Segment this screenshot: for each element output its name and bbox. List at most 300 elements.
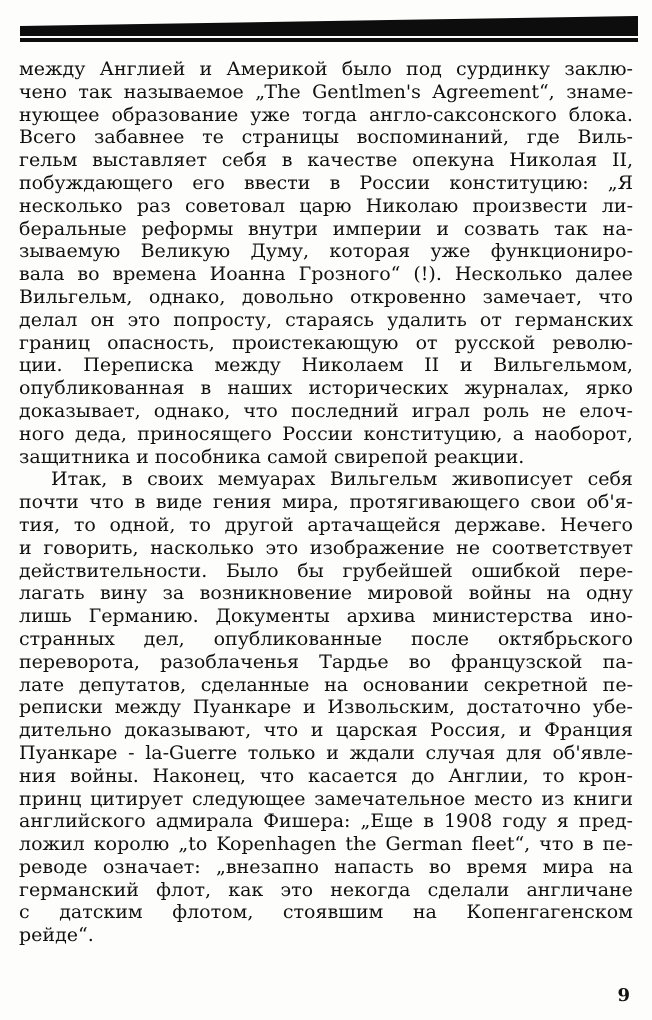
word: la-Guerre — [145, 741, 238, 764]
word: флотом, — [172, 901, 254, 924]
word: Англии, — [448, 764, 529, 787]
text-line — [19, 104, 633, 127]
word: я — [556, 810, 569, 833]
word: году — [502, 810, 547, 833]
word: в — [134, 491, 146, 514]
word: - — [128, 741, 135, 764]
word: гельм — [19, 149, 78, 172]
word: Тардье — [319, 650, 389, 673]
word: Копенгагенском — [466, 901, 633, 924]
top-decorative-rule — [20, 16, 638, 42]
text-line — [19, 560, 633, 583]
word: так — [78, 80, 113, 103]
word: Kopenhagen — [216, 833, 337, 856]
text-line — [19, 788, 633, 811]
word: Америкой — [226, 58, 328, 80]
word: гения — [212, 491, 272, 514]
word: России — [359, 171, 431, 194]
word: пе- — [602, 673, 633, 696]
word: во — [408, 650, 431, 673]
word: ввести — [243, 171, 311, 194]
word: и — [459, 354, 473, 377]
text-line — [19, 856, 633, 879]
word: между — [214, 354, 281, 377]
word: Нечего — [559, 513, 633, 536]
word: флот, — [156, 878, 212, 901]
word: проистекающую — [231, 331, 399, 354]
word: так — [554, 217, 588, 240]
word: произвести — [472, 194, 588, 217]
word: а — [512, 422, 525, 445]
word: созвать — [463, 217, 540, 240]
text-line — [19, 218, 633, 241]
word: между — [19, 58, 86, 80]
word: „Я — [607, 171, 633, 194]
word: насколько — [150, 536, 254, 559]
word: под — [406, 58, 442, 80]
text-line — [19, 901, 633, 924]
word: Виль- — [577, 126, 633, 149]
text-line — [19, 537, 633, 560]
word: с — [19, 901, 30, 924]
word: говорить, — [43, 536, 139, 559]
word: ния — [19, 764, 57, 787]
paragraph — [19, 468, 633, 947]
word: зываемую — [19, 240, 121, 263]
word: это — [265, 536, 299, 559]
text-line — [19, 696, 633, 719]
word: „внезапно — [216, 855, 319, 878]
text-line — [19, 377, 633, 400]
text-line — [19, 354, 633, 377]
word: соответствует — [491, 536, 633, 559]
word: знаме- — [566, 80, 633, 103]
word: где — [526, 126, 560, 149]
word: империи — [332, 217, 422, 240]
word: после — [410, 627, 470, 650]
word: что — [243, 399, 278, 422]
text-line — [19, 240, 633, 263]
word: страницы — [241, 126, 339, 149]
word: исторических — [308, 377, 449, 400]
text-line: защитника и пособника самой свирепой реакции. — [19, 445, 525, 468]
text-line — [19, 651, 633, 674]
word: опасность, — [107, 331, 215, 354]
word: конституцию: — [449, 171, 589, 194]
word: на — [324, 673, 349, 696]
word: стараясь — [285, 308, 375, 331]
word: другой — [224, 513, 294, 536]
word: не — [542, 399, 567, 422]
word: мира, — [281, 491, 339, 514]
word: наших — [227, 377, 293, 400]
word: Великую — [140, 240, 231, 263]
text-line — [19, 263, 633, 286]
word: и — [302, 696, 316, 719]
word: Несколько — [454, 263, 563, 286]
word: живописует — [451, 468, 574, 491]
top-rule-bar — [20, 16, 638, 42]
word: и — [326, 741, 339, 764]
word: Англией — [99, 58, 186, 80]
word: границ — [19, 331, 90, 354]
word: роль — [483, 399, 530, 422]
word: войны. — [70, 764, 139, 787]
word: и — [518, 719, 532, 742]
word: журналах, — [464, 377, 570, 400]
text-line — [19, 172, 633, 195]
word: в — [121, 468, 133, 491]
text-line — [19, 81, 633, 104]
word: об'явле- — [552, 741, 633, 764]
word: уже — [430, 240, 471, 263]
word: Вильгельмом, — [493, 354, 633, 377]
word: разоблаченья — [160, 650, 300, 673]
word: англо-саксонского — [368, 103, 557, 126]
word: дел, — [143, 627, 185, 650]
word: что — [89, 491, 124, 514]
word: переворота, — [19, 650, 140, 673]
word: уже — [250, 103, 291, 126]
word: от — [415, 331, 438, 354]
text-line — [19, 810, 633, 833]
word: ошибкой — [471, 559, 561, 582]
text-line — [19, 58, 633, 81]
word: пред- — [578, 810, 633, 833]
text-line — [19, 309, 633, 332]
word: в — [329, 171, 341, 194]
word: об'я- — [586, 491, 633, 514]
word: и — [310, 719, 324, 742]
word: из — [541, 787, 565, 810]
word: образование — [111, 103, 239, 126]
word: времена — [112, 263, 197, 286]
word: реписки — [19, 696, 103, 719]
word: напасть — [334, 855, 414, 878]
word: было — [341, 58, 392, 80]
word: Итак, — [51, 468, 108, 491]
word: беральные — [19, 217, 127, 240]
word: в — [582, 833, 594, 856]
word: французской — [451, 650, 583, 673]
word: Всего — [19, 126, 77, 149]
text-line — [19, 400, 633, 423]
paragraph — [19, 58, 633, 468]
word: России — [282, 422, 354, 445]
word: только — [247, 741, 316, 764]
word: чено — [19, 80, 67, 103]
word: German — [385, 833, 463, 856]
word: некогда — [330, 878, 411, 901]
word: лишь — [19, 605, 72, 628]
word: октябрьского — [497, 627, 633, 650]
text-line — [19, 765, 633, 788]
word: свои — [530, 491, 576, 514]
word: Было — [225, 559, 279, 582]
word: Грозного“ — [298, 263, 401, 286]
word: деда, — [74, 422, 127, 445]
word: одну — [585, 582, 633, 605]
word: the — [345, 833, 377, 856]
text-line — [19, 126, 633, 149]
word: Думу, — [250, 240, 310, 263]
word: это — [280, 878, 314, 901]
word: называемое — [123, 80, 244, 103]
word: Agreement“, — [432, 80, 555, 103]
text-line — [19, 674, 633, 697]
word: англичане — [526, 878, 633, 901]
word: грубейшей — [342, 559, 453, 582]
word: „to — [178, 833, 208, 856]
word: секретной — [483, 673, 589, 696]
word: наоборот, — [534, 422, 633, 445]
word: сурдинку — [456, 58, 551, 80]
word: тия, — [19, 513, 61, 536]
word: державе. — [454, 513, 547, 536]
word: действительности. — [19, 559, 208, 582]
word: в — [281, 149, 293, 172]
word: мира — [542, 855, 594, 878]
word: основании — [362, 673, 469, 696]
word: адмирала — [155, 810, 254, 833]
word: побуждающего — [19, 171, 174, 194]
word: Извольским, — [327, 696, 455, 719]
word: на- — [602, 217, 633, 240]
word: конституцию, — [363, 422, 503, 445]
word: мировой — [367, 582, 454, 605]
word: далее — [575, 263, 633, 286]
text-line — [19, 195, 633, 218]
word: лагать — [19, 582, 85, 605]
word: его — [192, 171, 225, 194]
word: не — [456, 536, 481, 559]
word: тогда — [302, 103, 358, 126]
text-line — [19, 286, 633, 309]
word: одной, — [109, 513, 176, 536]
word: пере- — [579, 559, 633, 582]
word: откровенно — [350, 285, 467, 308]
word: министерства — [432, 605, 573, 628]
word: время — [466, 855, 528, 878]
text-line — [19, 605, 633, 628]
word: револю- — [552, 331, 633, 354]
word: как — [228, 878, 264, 901]
word: Германию. — [88, 605, 199, 628]
word: ложил — [19, 833, 85, 856]
word: сделанные — [200, 673, 310, 696]
word: от — [479, 308, 502, 331]
word: опекуна — [412, 149, 495, 172]
text-line — [19, 491, 633, 514]
text-line — [19, 332, 633, 355]
word: Фишера: — [263, 810, 351, 833]
word: Документы — [215, 605, 330, 628]
word: в — [423, 810, 434, 833]
word: протягивающего — [349, 491, 520, 514]
top-rule-graphic — [20, 16, 638, 42]
text-line — [19, 719, 633, 742]
word: блока. — [568, 103, 633, 126]
word: между — [114, 696, 182, 719]
word: во — [429, 855, 452, 878]
word: внутри — [248, 217, 318, 240]
word: депутатов, — [78, 673, 187, 696]
word: приносящего — [137, 422, 272, 445]
word: доказывает, — [19, 399, 141, 422]
word: крон- — [578, 764, 633, 787]
word: мемуарах — [217, 468, 316, 491]
word: Gentlmen's — [312, 80, 421, 103]
word: несколько — [19, 194, 123, 217]
word: доказывают, — [124, 719, 252, 742]
word: во — [77, 263, 100, 286]
word: Наконец, — [152, 764, 246, 787]
word: возникновение — [199, 582, 352, 605]
word: царская — [336, 719, 418, 742]
word: датским — [59, 901, 143, 924]
word: нующее — [19, 103, 100, 126]
word: ли- — [601, 194, 633, 217]
word: советовал — [184, 194, 286, 217]
word: место — [474, 787, 533, 810]
word: fleet“, — [471, 833, 531, 856]
word: за — [162, 582, 185, 605]
word: „The — [255, 80, 301, 103]
word: почти — [19, 491, 79, 514]
word: (!). — [413, 263, 442, 286]
word: елоч- — [579, 399, 633, 422]
word: виде — [155, 491, 203, 514]
word: себя — [221, 149, 268, 172]
word: реформы — [141, 217, 234, 240]
word: Иоанна — [209, 263, 286, 286]
word: делал — [19, 308, 78, 331]
word: войны — [468, 582, 532, 605]
word: II — [424, 354, 440, 377]
word: ждали — [349, 741, 415, 764]
word: ции. — [19, 354, 63, 377]
word: и — [436, 217, 450, 240]
text-line — [19, 628, 633, 651]
word: однако, — [153, 399, 231, 422]
word: германский — [19, 878, 139, 901]
word: достаточно — [466, 696, 581, 719]
word: архива — [346, 605, 416, 628]
word: русской — [454, 331, 536, 354]
word: артачащейся — [307, 513, 441, 536]
word: что — [539, 833, 574, 856]
word: Николаем — [301, 354, 404, 377]
word: опубликованные — [213, 627, 383, 650]
word: царю — [299, 194, 352, 217]
body-text — [19, 58, 633, 947]
word: бы — [297, 559, 324, 582]
word: на — [546, 582, 571, 605]
word: сделали — [427, 878, 510, 901]
word: 1908 — [443, 810, 493, 833]
word: касается — [308, 764, 398, 787]
text-line — [19, 468, 633, 491]
top-rule-gap — [20, 36, 638, 38]
text-line — [19, 582, 633, 605]
word: английского — [19, 810, 146, 833]
word: Россия, — [430, 719, 507, 742]
word: случая — [425, 741, 496, 764]
word: последний — [290, 399, 399, 422]
word: удалить — [387, 308, 467, 331]
word: Вильгельм, — [19, 285, 133, 308]
word: это — [127, 308, 161, 331]
word: довольно — [241, 285, 334, 308]
word: Пуанкаре — [192, 696, 292, 719]
word: па- — [602, 650, 633, 673]
word: стоявшим — [282, 901, 384, 924]
word: воспоминаний, — [356, 126, 510, 149]
word: дительно — [19, 719, 112, 742]
word: на — [412, 901, 437, 924]
word: он — [90, 308, 115, 331]
word: то — [542, 764, 565, 787]
word: на — [608, 855, 633, 878]
word: вину — [99, 582, 148, 605]
text-line: рейде“. — [19, 924, 94, 947]
word: Пуанкаре — [19, 741, 118, 764]
word: принц — [19, 787, 82, 810]
word: „Еще — [360, 810, 414, 833]
word: до — [411, 764, 435, 787]
word: изображение — [309, 536, 445, 559]
text-line — [19, 833, 633, 856]
word: убе- — [592, 696, 633, 719]
word: в — [200, 377, 212, 400]
word: замечательное — [314, 787, 466, 810]
word: книги — [573, 787, 633, 810]
word: себя — [587, 468, 633, 491]
word: ино- — [589, 605, 633, 628]
word: реводе — [19, 855, 88, 878]
page-number: 9 — [617, 985, 630, 1006]
word: функциониро- — [490, 240, 633, 263]
word: попросту, — [173, 308, 273, 331]
text-line — [19, 879, 633, 902]
word: для — [505, 741, 542, 764]
word: ярко — [585, 377, 633, 400]
word: своих — [147, 468, 204, 491]
word: и — [199, 58, 213, 80]
text-line — [19, 423, 633, 446]
word: которая — [329, 240, 411, 263]
word: следующее — [191, 787, 306, 810]
text-line — [19, 149, 633, 172]
word: замечает, — [482, 285, 582, 308]
word: однако, — [148, 285, 226, 308]
word: пе- — [602, 833, 633, 856]
word: что — [259, 764, 295, 787]
word: заклю- — [564, 58, 633, 80]
word: и — [19, 536, 32, 559]
text-line — [19, 742, 633, 765]
word: качестве — [307, 149, 398, 172]
word: королю — [93, 833, 170, 856]
word: раз — [136, 194, 171, 217]
word: вала — [19, 263, 65, 286]
word: лате — [19, 673, 65, 696]
word: Вильгельм — [329, 468, 438, 491]
word: Николаю — [365, 194, 459, 217]
word: опубликованная — [19, 377, 185, 400]
word: германских — [514, 308, 633, 331]
word: забавнее — [94, 126, 185, 149]
